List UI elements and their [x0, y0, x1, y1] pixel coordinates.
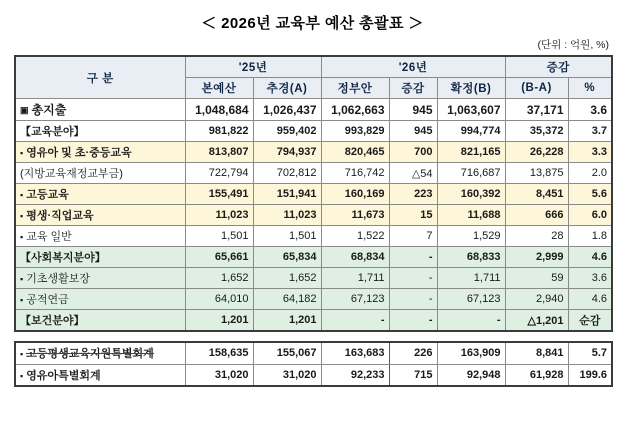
table-row [15, 289, 612, 310]
cell-gov-plan: 11,673 [321, 205, 389, 226]
header-delta: 증감 [389, 78, 437, 99]
cell-percent: 순감 [568, 310, 612, 332]
cell-gov-plan: 1,522 [321, 226, 389, 247]
cell-main-budget: 31,020 [185, 364, 253, 386]
row-label: 【교육분야】 [20, 126, 85, 138]
bullet-square-icon: ▪ [20, 211, 24, 222]
cell-main-budget: 813,807 [185, 142, 253, 163]
cell-delta: 715 [389, 364, 437, 386]
cell-gov-plan: 163,683 [321, 342, 389, 364]
row-label: 영유아 및 초·중등교육 [26, 147, 132, 159]
cell-confirmed: 1,529 [437, 226, 505, 247]
cell-main-budget: 1,652 [185, 268, 253, 289]
table-body [15, 99, 612, 332]
cell-percent: 6.0 [568, 205, 612, 226]
cell-confirmed: 163,909 [437, 342, 505, 364]
cell-b-minus-a: 28 [505, 226, 568, 247]
row-label-cell [15, 364, 185, 386]
cell-main-budget: 1,501 [185, 226, 253, 247]
bullet-square-icon: ▪ [20, 232, 24, 243]
cell-gov-plan: 160,169 [321, 184, 389, 205]
header-b-minus-a: (B-A) [505, 78, 568, 99]
header-confirmed: 확정(B) [437, 78, 505, 99]
header-division: 구 분 [15, 56, 185, 99]
cell-b-minus-a: 26,228 [505, 142, 568, 163]
row-label-cell [15, 226, 185, 247]
cell-main-budget: 155,491 [185, 184, 253, 205]
cell-supplementary: 151,941 [253, 184, 321, 205]
cell-gov-plan: - [321, 310, 389, 332]
cell-b-minus-a: 59 [505, 268, 568, 289]
row-label-cell [15, 289, 185, 310]
cell-supplementary: 794,937 [253, 142, 321, 163]
special-accounts-table [14, 341, 613, 387]
row-label: 총지출 [31, 103, 67, 117]
cell-delta: - [389, 268, 437, 289]
cell-confirmed: 994,774 [437, 121, 505, 142]
cell-delta: 7 [389, 226, 437, 247]
cell-confirmed: 1,711 [437, 268, 505, 289]
cell-confirmed: 92,948 [437, 364, 505, 386]
cell-main-budget: 65,661 [185, 247, 253, 268]
table-row [15, 268, 612, 289]
table-row [15, 205, 612, 226]
cell-main-budget: 981,822 [185, 121, 253, 142]
row-label-cell [15, 342, 185, 364]
row-label-cell [15, 184, 185, 205]
cell-percent: 1.8 [568, 226, 612, 247]
cell-main-budget: 158,635 [185, 342, 253, 364]
row-label-cell [15, 163, 185, 184]
cell-supplementary: 1,026,437 [253, 99, 321, 121]
header-year-26: '26년 [321, 56, 505, 78]
cell-gov-plan: 67,123 [321, 289, 389, 310]
row-label: 고등교육 [26, 189, 69, 201]
cell-b-minus-a: 666 [505, 205, 568, 226]
table-row [15, 99, 612, 121]
row-label: 영유아특별회계 [26, 369, 101, 382]
row-label: 고등평생교육지원특별회계 [26, 345, 154, 361]
header-gov-plan: 정부안 [321, 78, 389, 99]
bullet-square-icon: ▪ [20, 190, 24, 201]
cell-percent: 3.3 [568, 142, 612, 163]
cell-delta: - [389, 247, 437, 268]
table-row [15, 364, 612, 386]
cell-confirmed: 11,688 [437, 205, 505, 226]
cell-percent: 5.7 [568, 342, 612, 364]
row-label: 【보건분야】 [20, 315, 85, 327]
cell-supplementary: 11,023 [253, 205, 321, 226]
cell-gov-plan: 1,711 [321, 268, 389, 289]
cell-confirmed: - [437, 310, 505, 332]
header-change: 증감 [505, 56, 612, 78]
header-year-25: '25년 [185, 56, 321, 78]
bullet-square-icon: ▪ [20, 349, 24, 360]
row-label-cell [15, 310, 185, 332]
cell-delta: - [389, 310, 437, 332]
cell-main-budget: 1,048,684 [185, 99, 253, 121]
row-label: 기초생활보장 [26, 273, 90, 285]
row-label: (지방교육재정교부금) [20, 168, 123, 180]
unit-note: (단위 : 억원, %) [537, 39, 609, 51]
table-row [15, 142, 612, 163]
cell-b-minus-a: 35,372 [505, 121, 568, 142]
row-label-cell [15, 142, 185, 163]
table-header [15, 56, 612, 99]
cell-main-budget: 11,023 [185, 205, 253, 226]
cell-main-budget: 64,010 [185, 289, 253, 310]
cell-b-minus-a: 13,875 [505, 163, 568, 184]
row-label: 공적연금 [26, 294, 69, 306]
cell-supplementary: 1,501 [253, 226, 321, 247]
cell-b-minus-a: △1,201 [505, 310, 568, 332]
row-label-cell [15, 268, 185, 289]
cell-delta: 223 [389, 184, 437, 205]
row-label: 평생·직업교육 [26, 210, 94, 222]
cell-supplementary: 65,834 [253, 247, 321, 268]
cell-supplementary: 155,067 [253, 342, 321, 364]
cell-percent: 199.6 [568, 364, 612, 386]
cell-percent: 3.6 [568, 99, 612, 121]
cell-delta: 945 [389, 121, 437, 142]
header-main-budget: 본예산 [185, 78, 253, 99]
cell-main-budget: 722,794 [185, 163, 253, 184]
cell-supplementary: 31,020 [253, 364, 321, 386]
cell-gov-plan: 820,465 [321, 142, 389, 163]
cell-gov-plan: 716,742 [321, 163, 389, 184]
cell-percent: 3.7 [568, 121, 612, 142]
row-label: 【사회복지분야】 [20, 252, 106, 264]
cell-percent: 3.6 [568, 268, 612, 289]
cell-percent: 2.0 [568, 163, 612, 184]
cell-delta: △54 [389, 163, 437, 184]
table-row [15, 226, 612, 247]
cell-supplementary: 702,812 [253, 163, 321, 184]
table-row [15, 310, 612, 332]
cell-confirmed: 716,687 [437, 163, 505, 184]
table-row [15, 163, 612, 184]
table-row [15, 184, 612, 205]
cell-gov-plan: 1,062,663 [321, 99, 389, 121]
cell-delta: 226 [389, 342, 437, 364]
table-row [15, 247, 612, 268]
cell-b-minus-a: 2,940 [505, 289, 568, 310]
cell-percent: 5.6 [568, 184, 612, 205]
cell-gov-plan: 993,829 [321, 121, 389, 142]
cell-confirmed: 1,063,607 [437, 99, 505, 121]
cell-b-minus-a: 8,841 [505, 342, 568, 364]
cell-delta: 15 [389, 205, 437, 226]
cell-supplementary: 64,182 [253, 289, 321, 310]
cell-b-minus-a: 8,451 [505, 184, 568, 205]
cell-supplementary: 959,402 [253, 121, 321, 142]
row-label-cell [15, 121, 185, 142]
header-supplementary: 추경(A) [253, 78, 321, 99]
bullet-square-icon: ▣ [20, 105, 29, 116]
bullet-square-icon: ▪ [20, 274, 24, 285]
page-title: ＜ 2026년 교육부 예산 총괄표 ＞ [201, 15, 424, 32]
bullet-square-icon: ▪ [20, 148, 24, 159]
cell-main-budget: 1,201 [185, 310, 253, 332]
cell-delta: - [389, 289, 437, 310]
cell-b-minus-a: 37,171 [505, 99, 568, 121]
cell-gov-plan: 92,233 [321, 364, 389, 386]
budget-table [14, 55, 613, 332]
cell-supplementary: 1,652 [253, 268, 321, 289]
bullet-square-icon: ▪ [20, 370, 24, 381]
cell-delta: 700 [389, 142, 437, 163]
cell-b-minus-a: 61,928 [505, 364, 568, 386]
cell-percent: 4.6 [568, 247, 612, 268]
bullet-square-icon: ▪ [20, 295, 24, 306]
table-row [15, 121, 612, 142]
cell-b-minus-a: 2,999 [505, 247, 568, 268]
row-label-cell [15, 99, 185, 121]
cell-percent: 4.6 [568, 289, 612, 310]
row-label: 교육 일반 [26, 231, 72, 243]
cell-confirmed: 68,833 [437, 247, 505, 268]
cell-supplementary: 1,201 [253, 310, 321, 332]
cell-confirmed: 67,123 [437, 289, 505, 310]
cell-confirmed: 821,165 [437, 142, 505, 163]
table-row [15, 342, 612, 364]
row-label-cell [15, 205, 185, 226]
row-label-cell [15, 247, 185, 268]
cell-gov-plan: 68,834 [321, 247, 389, 268]
header-percent: % [568, 78, 612, 99]
cell-confirmed: 160,392 [437, 184, 505, 205]
cell-delta: 945 [389, 99, 437, 121]
